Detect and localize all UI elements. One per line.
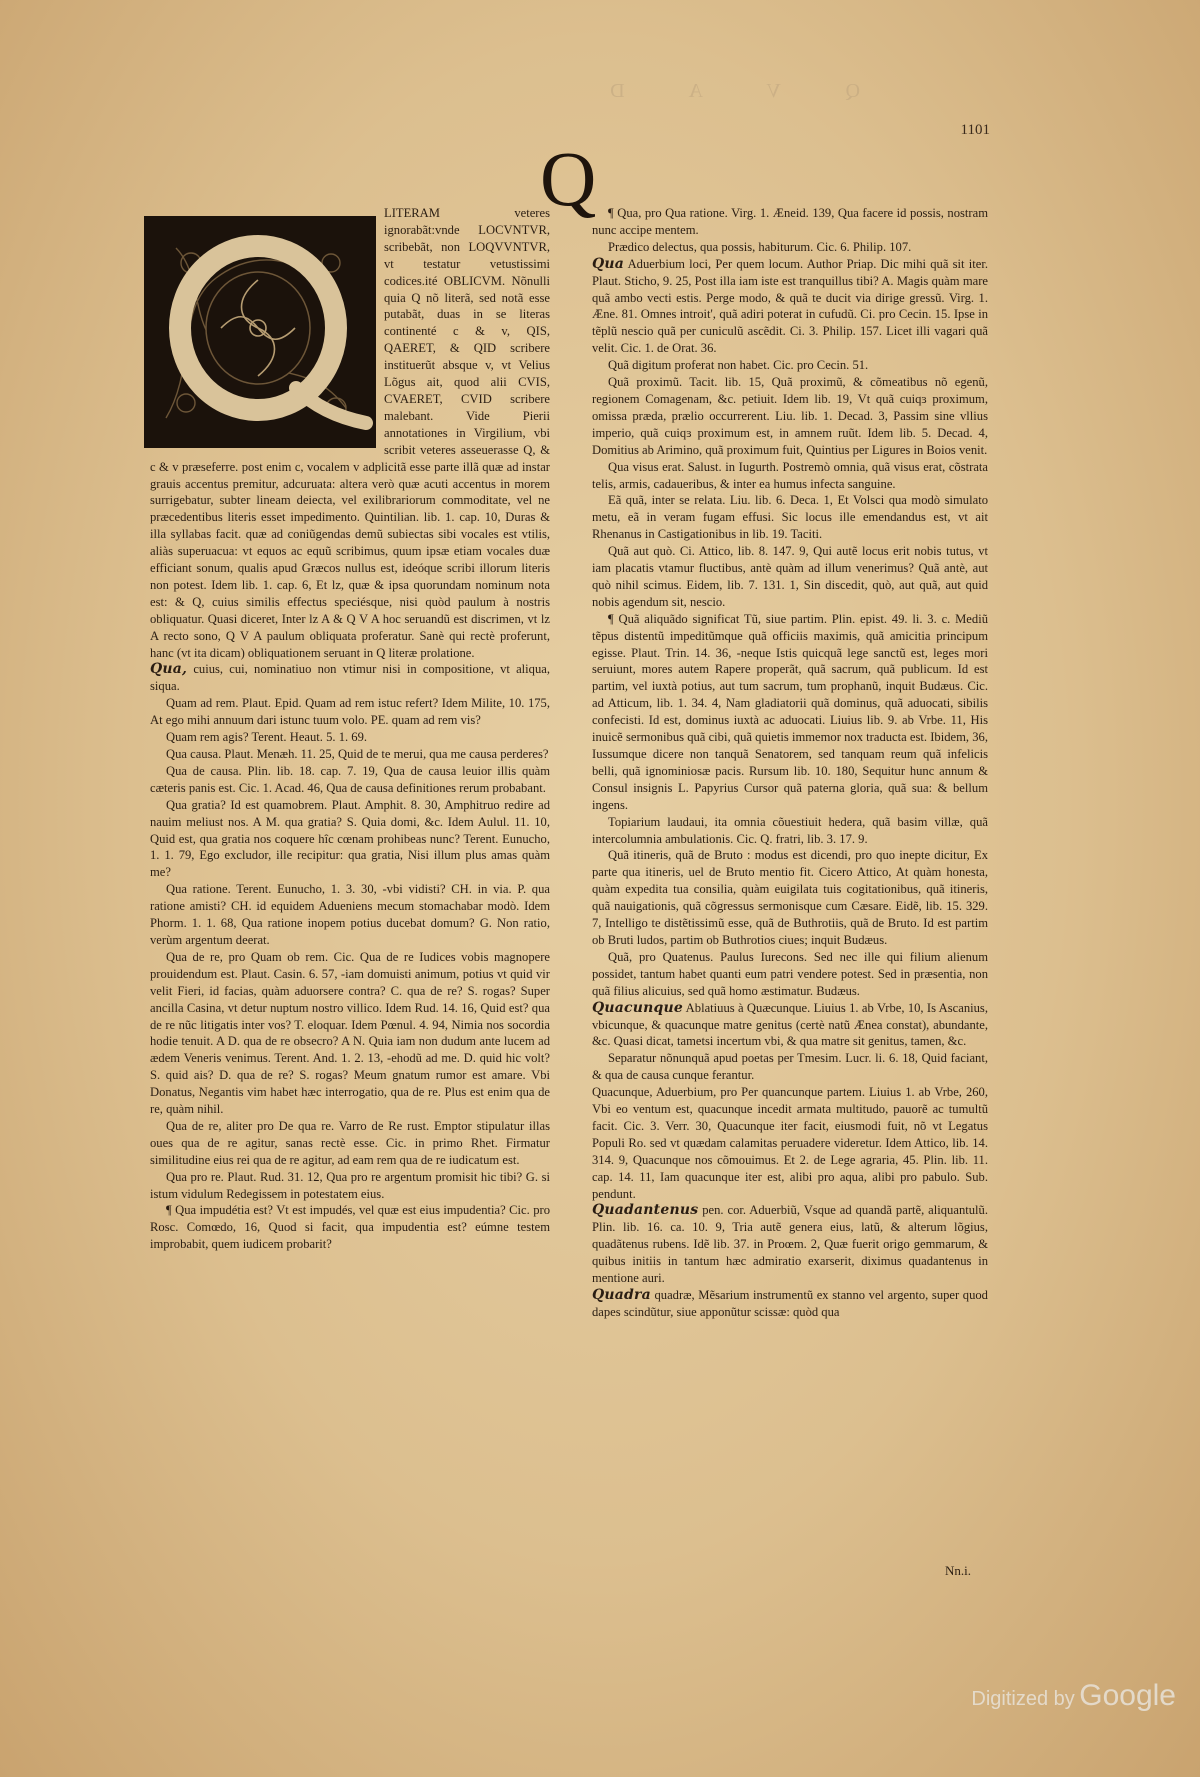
dictionary-entry	[592, 1000, 988, 1051]
entry-text: ¶ Quã aliquãdo significat Tũ, siue partim. Plin. epist. 49. li. 3. c. Mediũ tẽpus distentũ impeditũmque quã officiis maximis, quã amicitia principum egisse. Plaut. Trin. 14. 36, -neque Istis quicquã lege sanctũ est, leges mori seruiunt, mores autem Rapere properãt, quã sacrum, quã publicum. Id est partim, vel iuxtà potius, aut tum sacrum, tum prophanũ, inquit Budæus. Cic. ad Atticum, lib. 1. 34. 4, Nam gladiatorii quã dominus, quã aduocati, sibilis confecisti. Id est, dominus iuxtà ac aduocati. Liuius lib. 9. ab Vrbe. 11, His inuicẽ sermonibus quã cibi, quã quietis immemor nox traducta est. Ibidem, 36, Iussumque dicere non tanquã Senatorem, sed tanquam reum quã infelicis belli, quã ignominiosæ pacis. Rursum lib. 10. 180, Sequitur hunc annum & Consul insignis L. Papyrius Cursor quã paterna gloria, quã sua: & bellum ingens.	[592, 611, 988, 812]
paragraph	[592, 205, 988, 239]
paragraph	[150, 881, 550, 949]
entry-text: Quã digitum proferat non habet. Cic. pro Cecin. 51.	[608, 358, 869, 373]
dictionary-entry	[592, 256, 988, 357]
page-number: 1101	[960, 122, 990, 138]
paragraph	[592, 1050, 988, 1084]
paragraph	[150, 695, 550, 729]
entry-text: Quã proximũ. Tacit. lib. 15, Quã proximũ, & cõmeatibus nõ egenũ, regionem Comagenam, &c. petiuit. Idem lib. 19, Vt quã cuiqɜ proximum, omissa præda, prælio occurrerent. Liu. lib. 1. Decad. 3, Passim sine vllius imperio, quã cuiqɜ proximum est, in amnem ruũt. Idem lib. 5. Decad. 4, Domitius ab Arimino, quã proximum fuit, Quintius per Ligures in Boios venit.	[592, 375, 988, 457]
entry-text: ¶ Qua impudétia est? Vt est impudés, vel quæ est eius impudentia? Cic. pro Rosc. Comœdo, 16, Quod si facit, qua impudentia est? eúmne testem improbabit, quem iudicem probarit?	[150, 1203, 550, 1252]
dictionary-entry	[592, 1202, 988, 1287]
paragraph	[150, 746, 550, 763]
entry-text: Separatur nõnunquã apud poetas per Tmesim. Lucr. li. 6. 18, Quid faciant, & qua de causa cunque ferantur.	[592, 1051, 988, 1083]
entry-text: Qua gratia? Id est quamobrem. Plaut. Amphit. 8. 30, Amphitruo redire ad nauim meliust nos. A M. qua gratia? S. Quia domi, &c. Idem Aulul. 11. 10, Quid est, qua gratia nos coquere hîc cœnam prohibeas nunc? Terent. Eunucho, 1. 1. 79, Ego excludor, ille recipitur: qua gratia, Nisi illum plus amas quàm me?	[150, 797, 550, 880]
paragraph	[150, 1169, 550, 1203]
entry-text: quadræ, Mẽsarium instrumentũ ex stanno vel argento, super quod dapes scindũtur, siue apponũtur scissæ: quòd qua	[592, 1288, 988, 1319]
paragraph	[592, 357, 988, 374]
paragraph	[592, 611, 988, 814]
paragraph	[592, 847, 988, 948]
entry-text: Quã aut quò. Ci. Attico, lib. 8. 147. 9, Qui autẽ locus erit nobis tutus, vt iam placatis vtamur fluctibus, antè quàm ad illum venerimus? Quã antè, aut quò nihil scimus. Eidem, lib. 7. 131. 1, Sin discedit, quò, aut quã, aut quid nobis agendum sit, nescio.	[592, 544, 988, 609]
entry-headword: Quadra	[592, 1287, 651, 1303]
paragraph	[592, 814, 988, 848]
entry-text: Quam ad rem. Plaut. Epid. Quam ad rem istuc refert? Idem Milite, 10. 175, At ego mihi annuum dari istunc tuum volo. PE. quam ad rem vis?	[150, 696, 550, 728]
entry-text: pen. cor. Aduerbiũ, Vsque ad quandã partẽ, aliquantulũ. Plin. lib. 16. ca. 10. 9, Tria autẽ genera eius, latũ, & alterum lõgius, quadãtenus rubens. Idẽ lib. 37. in Proœm. 2, Quæ fuerit origo gemmarum, & quibus initiis in tantum hæc admiratio exarserit, diximus quadantenus in mentione auri.	[592, 1203, 988, 1286]
paragraph	[150, 797, 550, 882]
entry-headword: Quadantenus	[592, 1202, 699, 1219]
paragraph	[592, 459, 988, 493]
dictionary-entry	[592, 1287, 988, 1321]
entry-text: cuius, cui, nominatiuo non vtimur nisi in compositione, vt aliqua, siqua.	[150, 662, 551, 694]
entry-text: Topiarium laudaui, ita omnia cõuestiuit hedera, quã basim villæ, quã intercolumnia ambulationis. Cic. Q. fratri, lib. 3. 17. 9.	[592, 814, 988, 846]
bleed-through-text: Q V A D	[580, 80, 860, 102]
ornamental-initial-q-icon	[146, 218, 374, 446]
entry-text: Qua de causa. Plin. lib. 18. cap. 7. 19, Qua de causa leuior illis quàm cæteris panis est. Cic. 1. Acad. 46, Qua de causa definitiones rerum probabant.	[150, 763, 550, 795]
entry-text: Quacunque, Aduerbium, pro Per quancunque partem. Liuius 1. ab Vrbe, 260, Vbi eo ventum est, quacunque incedit armata multitudo, pauorẽ ac tumultũ facit. Cic. 3. Verr. 30, Quacunque iter facit, eiusmodi fuit, nõ vt Legatus Populi Ro. sed vt quædam calamitas peruadere videretur. Idem Attico, lib. 14. 314. 9, Quacunque nos cõmouimus. Et 2. de Lege agraria, 45. Plin. lib. 11. cap. 14. 11, Iam quacunque iter est, alibi pro aqua, alibi pro pabulo. Sub. pendunt.	[592, 1085, 988, 1201]
entry-text: LITERAM veteres ignorabãt:vnde LOCVNTVR, scribebãt, non LOQVVNTVR, vt testatur vetustissimi codices.ité OBLICVM. Nõnulli quia Q nõ literã, sed notã esse putabãt, duas in se literas continenté c & v, QIS, QAERET, & QID scribere instituerũt absque v, vt Velius Lõgus ait, quod alii CVIS, CVAERET, CVID scribere malebant. Vide Pierii annotationes in Virgilium, vbi scribit veteres asseuerasse Q, & c & v præseferre. post enim c, vocalem v adplicitã esse parte illã quæ ad instar grauis accentus premitur, adcuruata: altera verò quæ acuti accentus in morem surrigebatur, subter lineam deiecta, vel exilibrariorum commoditate, vel ne præcedentibus literis esset impedimento. Quintilian. lib. 1. cap. 10, Duras & illa syllabas facit. quæ ad coniũgendas demũ subiectas sibi vocales est vtilis, aliàs superuacua: vt equos ac equũ scribimus, quum ipsæ etiam vocales duæ efficiant sonum, qualis apud Græcos nullus est, ideóque scribi illorum literis non potest. Idem lib. 1. cap. 6, Et lz, quæ & ipsa quorundam nominum nota est: & Q, cuius similis effectus speciésque, nisi quòd paulum à nostris obliquatur. Quasi diceret, Inter lz A & Q V A hoc seruandũ est discrimen, vt lz A recto sono, Q V A paulum obliquata proferatur. Sanè qui rectè proferunt, hanc (vt ita dicam) obliquationem seruant in Q literæ prolatione.	[150, 206, 550, 660]
watermark-brand: Google	[1079, 1679, 1176, 1712]
ornamental-initial-q	[144, 216, 376, 448]
digitized-watermark	[971, 1679, 1176, 1713]
paragraph	[150, 949, 550, 1118]
paragraph	[592, 374, 988, 459]
paragraph	[592, 1084, 988, 1202]
paragraph	[150, 729, 550, 746]
entry-text: Quam rem agis? Terent. Heaut. 5. 1. 69.	[166, 730, 368, 745]
paragraph	[150, 1118, 550, 1169]
entry-text: ¶ Qua, pro Qua ratione. Virg. 1. Æneid. 139, Qua facere id possis, nostram nunc accipe mentem.	[592, 206, 988, 237]
entry-text: Qua pro re. Plaut. Rud. 31. 12, Qua pro re argentum promisit hic tibi? G. si istum vidulum Redegissem in potestatem eius.	[150, 1169, 550, 1201]
left-column	[150, 205, 550, 1253]
entry-text: Ablatiuus à Quæcunque. Liuius 1. ab Vrbe, 10, Is Ascanius, vbicunque, & quacunque matre genitus (certè natũ Ænea constat), abundante, &c. Quasi dicat, tametsi incertum vbi, & qua matre sit genitus, tamen, &c.	[592, 1000, 988, 1049]
catchword: Nn.i.	[945, 1563, 971, 1578]
entry-text: Qua de re, pro Quam ob rem. Cic. Qua de re Iudices vobis magnopere prouidendum est. Plaut. Casin. 6. 57, -iam domuisti animum, potius vt quid vir velit Fieri, id facias, quàm aduorsere contra? C. qua de re? S. rogas? Super ancilla Casina, vt detur nuptum nostro villico. Idem Rud. 14. 16, Quid est? qua de re nũc litigatis inter vos? T. eloquar. Idem Pœnul. 4. 94, Nimia nos socordia hodie tenuit. A D. qua de re obsecro? A N. Quia iam non dudum ante lucem ad ædem Veneris venimus. Terent. And. 1. 2. 13, -ehodũ ad me. D. quid hic volt? S. quid ais? D. qua de re? S. rogas? Meum gnatum rumor est amare. Vbi Donatus, Negantis vim habet hæc interrogatio, qua de re. Plus est enim qua de re, quàm nihil.	[150, 949, 550, 1117]
entry-headword: Quacunque	[592, 999, 684, 1016]
entry-text: Prædico delectus, qua possis, habiturum. Cic. 6. Philip. 107.	[608, 239, 912, 254]
section-letter: Q	[540, 135, 597, 222]
entry-headword: Qua,	[150, 661, 188, 678]
entry-text: Eã quã, inter se relata. Liu. lib. 6. Deca. 1, Et Volsci qua modò simulato metu, eã in veram fugam effusi. Sic locus ille emendandus est, vt ait Rhenanus in Castigationibus in lib. 19. Taciti.	[592, 493, 988, 542]
right-column	[592, 205, 988, 1321]
paragraph	[150, 205, 550, 661]
paragraph	[592, 949, 988, 1000]
paragraph	[592, 239, 988, 256]
entry-text: Qua visus erat. Salust. in Iugurth. Postremò omnia, quã visus erat, cõstrata telis, armis, cadaueribus, & inter ea humus infecta sanguine.	[592, 459, 988, 491]
paragraph	[150, 1202, 550, 1253]
dictionary-entry	[150, 661, 550, 695]
paragraph	[592, 543, 988, 611]
entry-text: Qua de re, aliter pro De qua re. Varro de Re rust. Emptor stipulatur illas oues qua de re agitur, sanas rectè esse. Cic. in primo Rhet. Firmatur similitudine eius rei qua de re agitur, ad eam rem qua de re iudicatum est.	[150, 1118, 550, 1167]
entry-text: Qua causa. Plaut. Menæh. 11. 25, Quid de te merui, qua me causa perderes?	[166, 747, 549, 761]
paragraph	[150, 763, 550, 797]
entry-text: Quã, pro Quatenus. Paulus Iurecons. Sed nec ille qui filium alienum possidet, tantum habet quanti eum patri vendere potest. Sed in præsentia, non quã filius alicuius, sed quã homo æstimatur. Budæus.	[592, 949, 988, 998]
entry-headword: Qua	[592, 255, 625, 272]
paragraph	[592, 492, 988, 543]
entry-text: Quã itineris, quã de Bruto : modus est dicendi, pro quo inepte dicitur, Ex parte qua itineris, uel de Bruto mentio fit. Cicero Attico, At quàm honesta, quàm expedita tua consilia, quàm euigilata tuis cogitationibus, quã itineris, quã nauigationis, quã cõgressus sermonisque cum Cæsare. Eidẽ, lib. 15. 329. 7, Intelligo te distẽtissimũ esse, quã de Buthrotiis, quã de Bruto. Id est partim ob Bruti ludos, partim ob Buthrotios ciues; inquit Budæus.	[592, 848, 988, 947]
watermark-prefix: Digitized by	[971, 1688, 1075, 1710]
entry-text: Aduerbium loci, Per quem locum. Author Priap. Dic mihi quã sit iter. Plaut. Sticho, 9. 25, Post illa iam iste est tranquillus tibi? A. Magis quàm mare quã ambo vecti estis. Perge modo, & quã te ducit via dirige gressũ. Virg. 1. Æne. 81. Omnes introit', quã adiri poterat in cufudũ. Ci. pro Cecin. 15. Ipse in tẽplũ nescio quã per cuniculũ ascẽdit. Ci. 3. Philip. 157. Licet illi vagari quã velit. Cic. 1. de Orat. 36.	[592, 256, 988, 356]
entry-text: Qua ratione. Terent. Eunucho, 1. 3. 30, -vbi vidisti? CH. in via. P. qua ratione amisti? CH. id equidem Adueniens mecum stomachabar modò. Idem Phorm. 1. 1. 68, Qua ratione inopem potius ducebat domum? G. Non ratio, verùm argentum deerat.	[150, 882, 550, 947]
